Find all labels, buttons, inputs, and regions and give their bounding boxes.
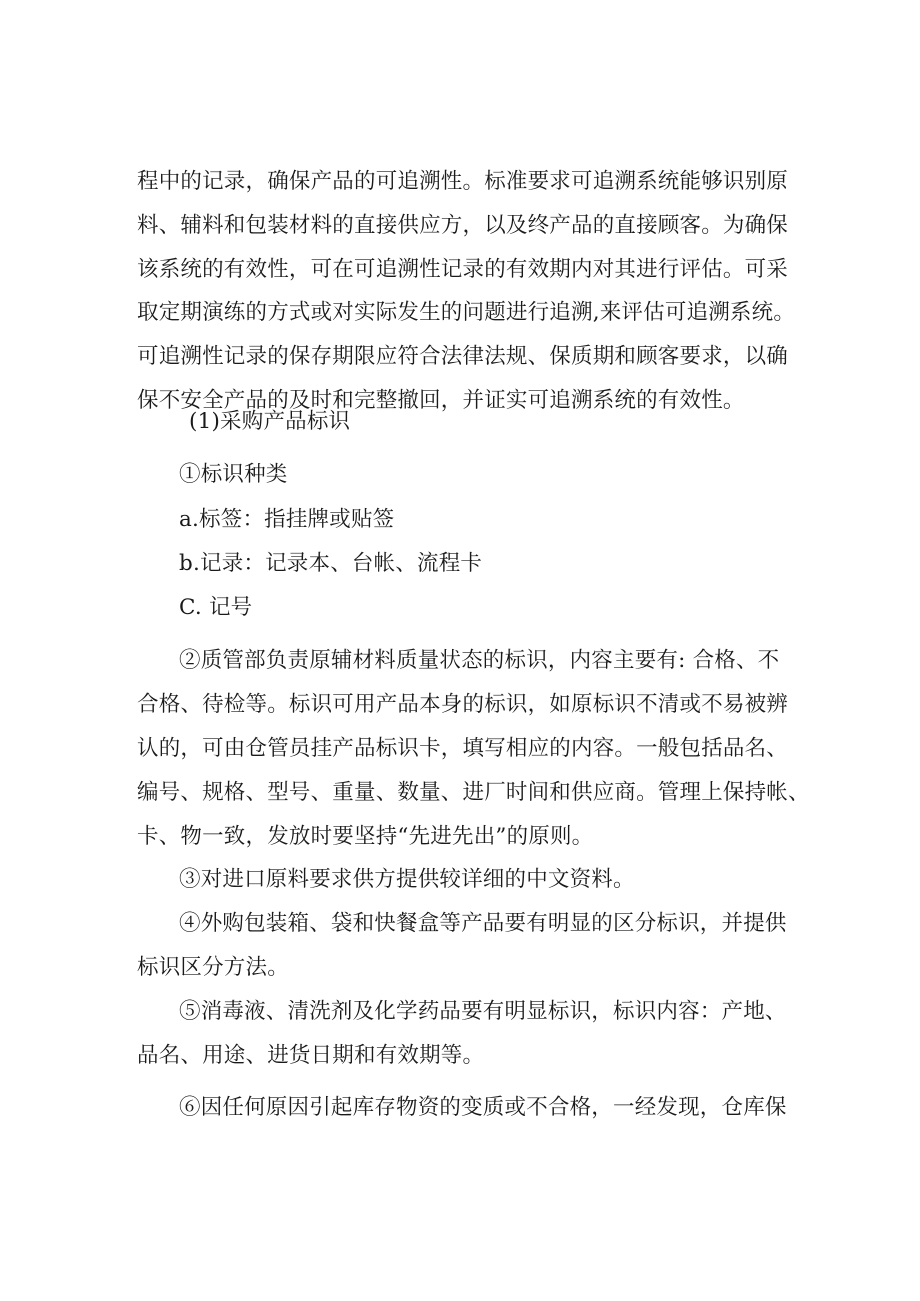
paragraph-line: 合格、待检等。标识可用产品本身的标识，如原标识不清或不易被辨 (137, 692, 789, 717)
paragraph-line: ②质管部负责原辅材料质量状态的标识，内容主要有: 合格、不 (179, 648, 780, 673)
paragraph-line: 程中的记录，确保产品的可追溯性。标准要求可追溯系统能够识别原 (137, 169, 789, 194)
paragraph-line: 编号、规格、型号、重量、数量、进厂时间和供应商。管理上保持帐、 (137, 780, 810, 805)
paragraph-line: 品名、用途、进货日期和有效期等。 (137, 1043, 485, 1068)
paragraph-line: ⑥因任何原因引起库存物资的变质或不合格，一经发现，仓库保 (179, 1095, 787, 1120)
paragraph-line: 卡、物一致，发放时要坚持“先进先出”的原则。 (137, 824, 594, 849)
list-subitem: C. 记号 (179, 595, 253, 620)
list-item-title: ①标识种类 (179, 462, 288, 487)
paragraph-line: 料、辅料和包装材料的直接供应方，以及终产品的直接顾客。为确保 (137, 213, 789, 238)
paragraph-line: ④外购包装箱、袋和快餐盒等产品要有明显的区分标识，并提供 (179, 911, 787, 936)
paragraph-line: 认的，可由仓管员挂产品标识卡，填写相应的内容。一般包括品名、 (137, 736, 789, 761)
list-subitem: b.记录：记录本、台帐、流程卡 (179, 551, 483, 576)
paragraph-line: ⑤消毒液、清洗剂及化学药品要有明显标识，标识内容：产地、 (179, 999, 787, 1024)
paragraph-line: 取定期演练的方式或对实际发生的问题进行追溯,来评估可追溯系统。 (137, 300, 796, 325)
paragraph-line: 可追溯性记录的保存期限应符合法律法规、保质期和顾客要求，以确 (137, 344, 789, 369)
paragraph-line: ③对进口原料要求供方提供较详细的中文资料。 (179, 867, 635, 892)
paragraph-line: 保不安全产品的及时和完整撤回，并证实可追溯系统的有效性。 (137, 388, 745, 413)
paragraph-line: 标识区分方法。 (137, 955, 289, 980)
list-subitem: a.标签：指挂牌或贴签 (179, 507, 395, 532)
section-heading: (1)采购产品标识 (189, 409, 351, 434)
paragraph-line: 该系统的有效性，可在可追溯性记录的有效期内对其进行评估。可采 (137, 257, 789, 282)
